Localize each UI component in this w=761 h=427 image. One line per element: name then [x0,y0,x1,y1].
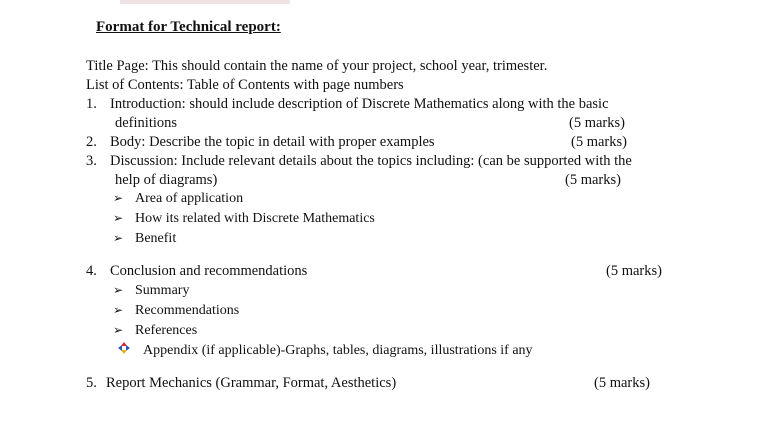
bullet-appendix: Appendix (if applicable)-Graphs, tables, diagrams, illustrations if any [143,343,533,358]
item-number-4: 4. [86,263,97,279]
marks-body: (5 marks) [571,134,627,150]
bullet-area-of-application: Area of application [135,191,244,206]
item-text-report-mechanics: Report Mechanics (Grammar, Format, Aesthetics) [106,375,397,391]
item-cont-discussion: help of diagrams) [115,172,218,188]
document-heading: Format for Technical report: [96,19,281,35]
bullet-summary: Summary [135,283,190,298]
arrow-bullet-icon: ➢ [113,283,124,297]
item-number-1: 1. [86,96,97,112]
marks-introduction: (5 marks) [569,115,625,131]
bullet-relation-discrete-math: How its related with Discrete Mathematics [135,211,375,226]
item-text-conclusion: Conclusion and recommendations [110,263,308,279]
item-text-introduction: Introduction: should include description of Discrete Mathematics along with the basic [110,96,609,112]
item-text-body: Body: Describe the topic in detail with proper examples [110,134,435,150]
item-cont-introduction: definitions [115,115,178,131]
title-page-line: Title Page: This should contain the name of your project, school year, trimester. [86,58,548,74]
item-number-2: 2. [86,134,97,150]
cropped-header-strip [120,0,290,4]
marks-discussion: (5 marks) [565,172,621,188]
arrow-bullet-icon: ➢ [113,211,124,225]
bullet-recommendations: Recommendations [135,303,240,318]
marks-report-mechanics: (5 marks) [594,375,650,391]
item-number-3: 3. [86,153,97,169]
four-arrow-bullet-icon [118,342,130,354]
marks-conclusion: (5 marks) [606,263,662,279]
arrow-bullet-icon: ➢ [113,303,124,317]
arrow-bullet-icon: ➢ [113,323,124,337]
item-text-discussion: Discussion: Include relevant details about the topics including: (can be supported with the [110,153,632,169]
arrow-bullet-icon: ➢ [113,191,124,205]
bullet-references: References [135,323,198,338]
arrow-bullet-icon: ➢ [113,231,124,245]
list-of-contents-line: List of Contents: Table of Contents with page numbers [86,77,404,93]
item-number-5: 5. [86,375,97,391]
bullet-benefit: Benefit [135,231,177,246]
